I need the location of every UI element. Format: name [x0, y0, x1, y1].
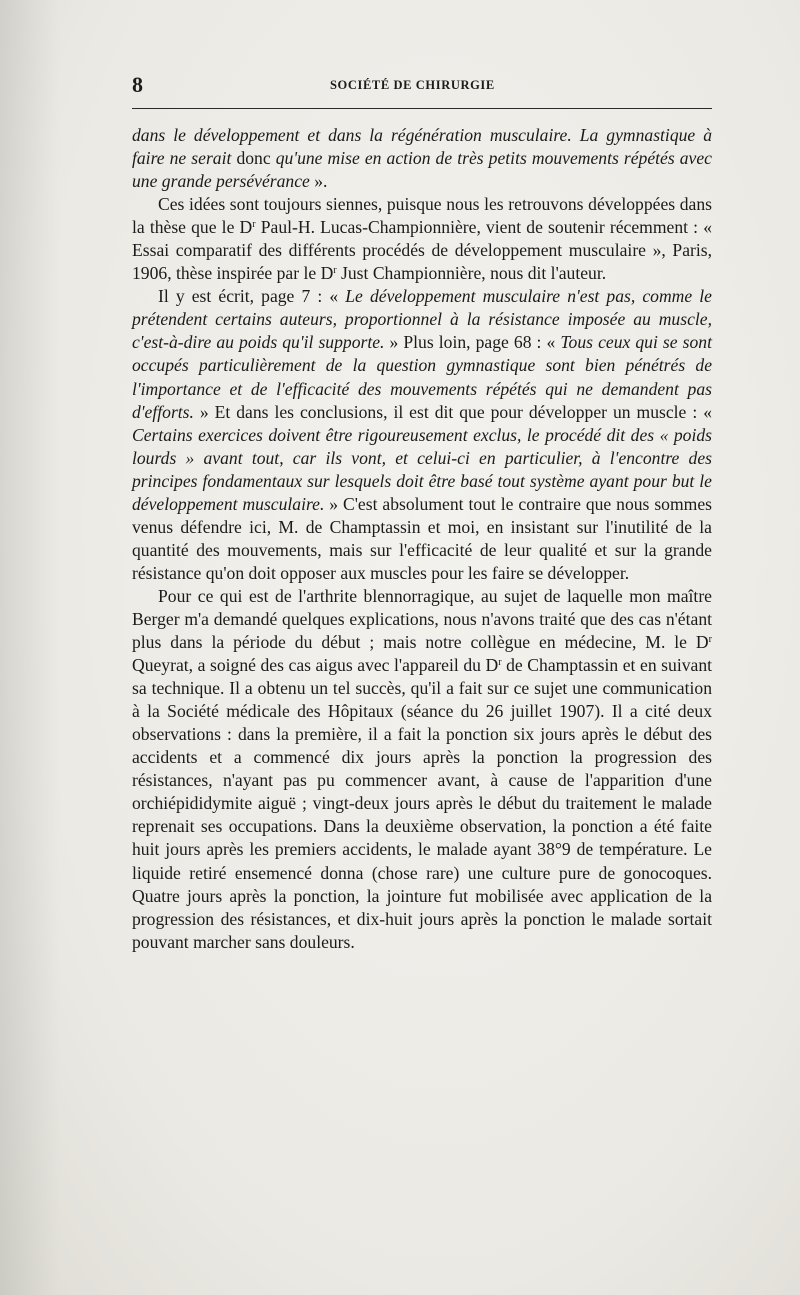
header-rule	[132, 108, 712, 109]
paragraph	[132, 585, 712, 954]
text-run: donc	[231, 148, 276, 169]
italic-run: Tous ceux qui se sont occupés particulièrement de la question gymnastique sont bien pénétrés de l'importance et de l'efficacité des mouvements répétés qui ne demandent pas d'efforts.	[132, 332, 712, 422]
text-run: Ces idées sont toujours siennes, puisque nous les retrouvons développées dans la thèse que le D	[132, 194, 712, 238]
running-header	[132, 72, 712, 102]
text-run: » Plus loin, page 68 : «	[384, 332, 561, 353]
superscript-run: r	[708, 634, 712, 646]
running-title: SOCIÉTÉ DE CHIRURGIE	[330, 78, 495, 92]
page-number: 8	[132, 72, 143, 97]
text-run: Il y est écrit, page 7 : «	[158, 286, 346, 307]
paragraph	[132, 193, 712, 285]
text-run: » Et dans les conclusions, il est dit que pour développer un muscle : «	[193, 401, 712, 422]
text-run: Just Championnière, nous dit l'auteur.	[336, 263, 607, 284]
text-run: » C'est absolument tout le contraire que nous sommes venus défendre ici, M. de Champtassin et moi, en insistant sur l'inutilité de la quantité des mouvements, mais sur l'efficacité de leur qualité et sur la grande résistance qu'on doit opposer aux muscles pour les faire se développer.	[132, 493, 712, 583]
superscript-run: r	[498, 657, 502, 669]
text-run: ».	[309, 171, 328, 192]
italic-run: Certains exercices doivent être rigoureusement exclus, le procédé dit des « poids lourds » avant tout, car ils vont, et celui-ci en particulier, à l'encontre des principes fondamentaux sur lesquels doit être basé tout système ayant pour but le développement musculaire.	[132, 424, 712, 514]
superscript-run: r	[333, 265, 337, 277]
text-run: de Champtassin et en suivant sa technique. Il a obtenu un tel succès, qu'il a fait sur ce sujet une communication à la Société médicale des Hôpitaux (séance du 26 juillet 1907). Il a cité deux observations : dans la première, il a fait la ponction six jours après le début des accidents et a commencé dix jours après la ponction la progression des résistances, n'ayant pas pu commencer avant, à cause de l'apparition d'une orchiépididymite aiguë ; vingt-deux jours après le début du traitement le malade reprenait ses occupations. Dans la deuxième observation, la ponction a été faite huit jours après les premiers accidents, le malade ayant 38°9 de température. Le liquide retiré ensemencé donna (chose rare) une culture pure de gonocoques. Quatre jours après la ponction, la jointure fut mobilisée avec application de la progression des résistances, et dix-huit jours après la ponction le malade sortait pouvant marcher sans douleurs.	[132, 655, 713, 952]
superscript-run: r	[252, 219, 256, 231]
italic-run: Le développement musculaire n'est pas, comme le prétendent certains auteurs, proportionnel à la résistance imposée au muscle, c'est-à-dire au poids qu'il supporte.	[132, 286, 712, 353]
text-run: Paul-H. Lucas-Championnière, vient de soutenir récemment : « Essai comparatif des différents procédés de développement musculaire », Paris, 1906, thèse inspirée par le D	[132, 217, 712, 284]
text-run: Pour ce qui est de l'arthrite blennorragique, au sujet de laquelle mon maître Berger m'a demandé quelques explications, nous n'avons traité que des cas n'étant plus dans la période du début ; mais notre collègue en médecine, M. le D	[132, 585, 712, 653]
body-text	[132, 124, 712, 954]
italic-run: qu'une mise en action de très petits mouvements répétés avec une grande persévérance	[132, 148, 712, 192]
italic-run: dans le développement et dans la régénération musculaire. La gymnastique à faire ne serait	[132, 125, 712, 169]
paragraph	[132, 285, 712, 585]
text-run: Queyrat, a soigné des cas aigus avec l'appareil du D	[132, 655, 499, 676]
paragraph	[132, 124, 712, 193]
